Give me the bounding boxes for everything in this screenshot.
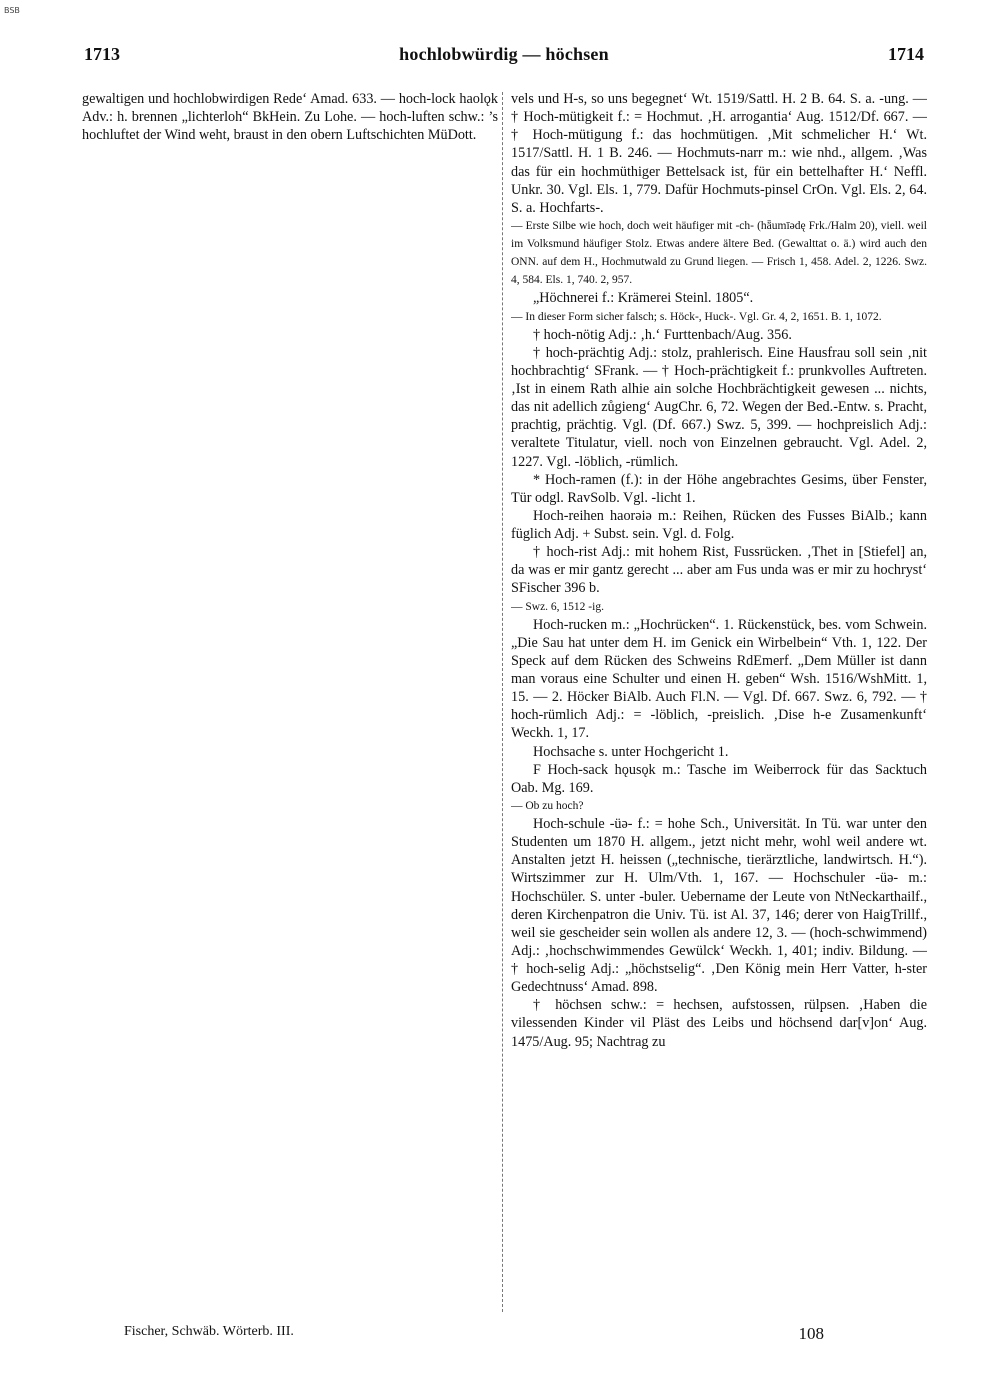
entry-paragraph: † hoch-nötig Adj.: ‚h.‘ Furttenbach/Aug. 356. [533, 326, 792, 343]
entry-paragraph: gewaltigen und hochlobwirdigen Rede‘ Amad. 633. — hoch-lock haolǫk Adv.: h. brennen „lichterloh“ BkHein. Zu Lohe. — hoch-luften schw.: ’s hochluftet der Wind weht, braust in den obern Luftschichten MüDott. [82, 91, 498, 144]
page-title: hochlobwürdig — höchsen [399, 44, 609, 64]
entry-paragraph: „Höchnerei f.: Krämerei Steinl. 1805“. [533, 290, 754, 307]
entry-paragraph: Hochsache s. unter Hochgericht 1. [533, 743, 729, 760]
entry-paragraph: * Hoch-ramen (f.): in der Höhe angebrachtes Gesims, über Fenster, Tür odgl. RavSolb. Vgl. -licht 1. [511, 471, 927, 506]
page-number-left: 1713 [84, 44, 120, 64]
entry-paragraph: F Hoch-sack hǫusǫk m.: Tasche im Weiberrock für das Sacktuch Oab. Mg. 169. [511, 761, 927, 796]
page-number-right: 1714 [888, 44, 924, 64]
column-divider [502, 92, 503, 1312]
etymology-note: — Ob zu hoch? [511, 799, 584, 812]
entry-paragraph: vels und H-s, so uns begegnet‘ Wt. 1519/Sattl. H. 2 B. 64. S. a. -ung. — † Hoch-mütigkeit f.: = Hochmut. ‚H. arrogantia‘ Aug. 1512/Df. 667. — † Hoch-mütigung f.: das hochmütigen. ‚Mit schmelicher H.‘ Wt. 1517/Sattl. H. 1 B. 246. — Hochmuts-narr m.: wie nhd., allgem. ‚Was das für ein hochmüthiger Bettelsack ist, für ein bettelhafter H.‘ Neffl. Unkr. 30. Vgl. Els. 1, 779. Dafür Hochmuts-pinsel CrOn. Vgl. Els. 2, 64. S. a. Hochfarts-. [511, 91, 927, 216]
etymology-note: — In dieser Form sicher falsch; s. Höck-, Huck-. Vgl. Gr. 4, 2, 1651. B. 1, 1072. [511, 310, 882, 323]
entry-paragraph: † hoch-prächtig Adj.: stolz, prahlerisch. Eine Hausfrau soll sein ‚nit hochbrachtig‘ SFrank. — † Hoch-prächtigkeit f.: prunkvolles Auftreten. ‚Ist in einem Rath alhie ain solche Hochbrächtigkeit gewesen ... nichts, das nit adellich zůgieng‘ AugChr. 6, 72. Wegen der Bed.-Entw. s. Pracht, prachtig, prächtig. Vgl. (Df. 667.) Swz. 5, 399. — hochpreislich Adj.: veraltete Titulatur, viell. noch von Einzelnen gebraucht. Vgl. Adel. 2, 1227. Vgl. -löblich, -rümlich. [511, 344, 927, 470]
etymology-note: — Swz. 6, 1512 -ig. [511, 600, 604, 613]
page-header [84, 44, 924, 74]
entry-paragraph: Hoch-reihen haorəiə m.: Reihen, Rücken des Fusses BiAlb.; kann füglich Adj. + Subst. sein. Vgl. d. Folg. [511, 507, 927, 542]
entry-paragraph: † höchsen schw.: = hechsen, aufstossen, rülpsen. ‚Haben die vilessenden Kinder vil Pläst des Leibs und höchsend dar[v]on‘ Aug. 1475/Aug. 95; Nachtrag zu [511, 997, 927, 1050]
footer-source: Fischer, Schwäb. Wörterb. III. [124, 1324, 294, 1339]
entry-paragraph: Hoch-schule -üə- f.: = hohe Sch., Universität. In Tü. war unter den Studenten um 1870 H. allgem., jetzt nicht mehr, wohl weil andere wt. Anstalten jetzt H. heissen („technische, tierärztliche, landwirtsch. H.“). Wirtszimmer zur H. Ulm/Vth. 1, 167. — Hochschuler -üə- m.: Hochschüler. S. unter -buler. Uebername der Leute von NtNeckarthailf., deren Kirchenpatron die Univ. Tü. ist Al. 37, 146; derer von HaigTrillf., weil sie gescheider sein wollen als andere 12, 3. — (hoch-schwimmend) Adj.: ‚hochschwimmendes Gewülck‘ Weckh. 1, 401; indiv. Bildung. — † hoch-selig Adj.: „höchstselig“. ‚Den König mein Herr Vatter, h-ster Gedechtnuss‘ Amad. 898. [511, 816, 927, 996]
page-footer [124, 1324, 824, 1346]
etymology-note: — Erste Silbe wie hoch, doch weit häufiger mit -ch- (hǟumīədę Frk./Halm 20), viell. weil im Volksmund häufiger Stolz. Etwas andere ältere Bed. (Gewalttat o. ä.) wird auch den ONN. auf dem H., Hochmutwald zu Grund liegen. — Frisch 1, 458. Adel. 2, 1226. Swz. 4, 584. Els. 1, 740. 2, 957. [511, 219, 927, 287]
left-column [82, 90, 498, 1318]
entry-paragraph: Hoch-rucken m.: „Hochrücken“. 1. Rückenstück, bes. vom Schwein. „Die Sau hat unter dem H. im Genick ein Wirbelbein“ Vth. 1, 122. Der Speck auf dem Rücken des Schweins RdEmerf. „Dem Müller ist dann man voraus eine Schulter und einen H. geben“ Wsh. 1516/WshMitt. 1, 15. — 2. Höcker BiAlb. Auch Fl.N. — Vgl. Df. 667. Swz. 6, 792. — † hoch-rümlich Adj.: = -löblich, -preislich. ‚Dise h-e Zusamenkunft‘ Weckh. 1, 17. [511, 616, 927, 742]
entry-paragraph: † hoch-rist Adj.: mit hohem Rist, Fussrücken. ‚Thet in [Stiefel] an, da was er mir gantz gerecht ... aber am Fus unda was er mir zu hochryst‘ SFischer 396 b. [511, 544, 927, 597]
library-stamp: BSB [4, 6, 20, 15]
right-column [511, 90, 927, 1318]
footer-sheet-number: 108 [798, 1324, 824, 1343]
